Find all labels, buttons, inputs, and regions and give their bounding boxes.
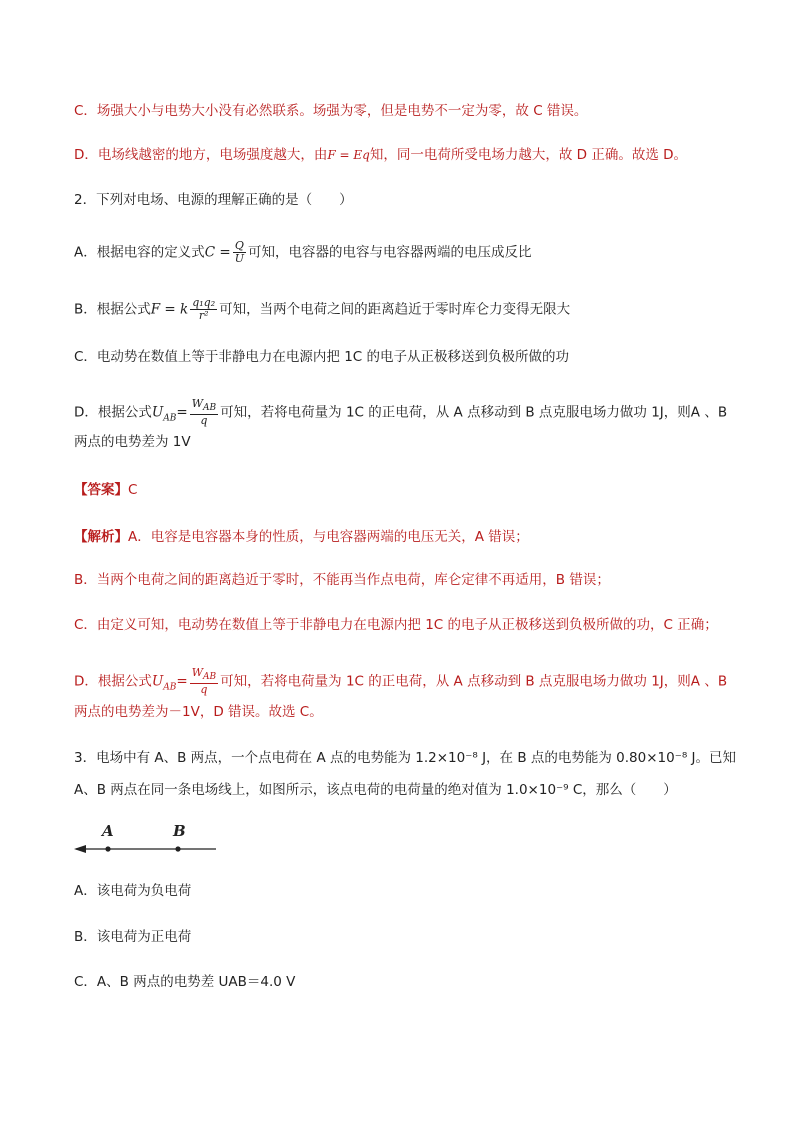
- option-c-explanation-prev: C．场强大小与电势大小没有必然联系。场强为零，但是电势不一定为零，故 C 错误。: [74, 103, 588, 119]
- explanation-b: B．当两个电荷之间的距离趋近于零时，不能再当作点电荷，库仑定律不再适用，B 错误；: [74, 572, 610, 588]
- question-3-option-c: C．A、B 两点的电势差 UAB＝4.0 V: [74, 974, 296, 990]
- point-b-dot: [175, 846, 180, 851]
- field-arrow-head: [74, 845, 86, 853]
- formula-f-eq: F = Eq: [327, 148, 370, 162]
- point-a-label: A: [102, 822, 114, 840]
- explanation-c: C．由定义可知，电动势在数值上等于非静电力在电源内把 1C 的电子从正极移送到负极所做的功，C 正确；: [74, 617, 718, 633]
- fraction-coulomb: $\frac{\text{q₁q₂}}{\text{r²}}$: [192, 296, 216, 322]
- answer-line: [74, 480, 137, 500]
- question-2-option-d: D．根据公式$U_{AB}=$ $\frac{W_{AB}}{q}$ 可知，若将电荷量为 1C 的正电荷，从 A 点移动到 B 点克服电场力做功 1J，则A 、B: [74, 397, 728, 428]
- answer-value: C: [128, 482, 138, 498]
- question-2-option-a: A．根据电容的定义式C = $\frac{Q}{U}$ 可知，电容器的电容与电容器两端的电压成反比: [74, 239, 532, 265]
- question-3-stem-2: A、B 两点在同一条电场线上，如图所示，该点电荷的电荷量的绝对值为 1.0×10⁻⁹ C，那么（ ）: [74, 782, 677, 798]
- option-d-explanation-prev: D．电场线越密的地方，电场强度越大，由F = Eq知，同一电荷所受电场力越大，故 D 正确。故选 D。: [74, 147, 688, 163]
- explanation-tag: 【解析】: [74, 529, 128, 545]
- answer-tag: 【答案】: [74, 482, 128, 498]
- fraction-w-over-q: $\frac{W_{AB}}{q}$: [191, 397, 217, 428]
- question-2-option-b: B．根据公式F = k $\frac{\text{q₁q₂}}{\text{r²}}$ 可知，当两个电荷之间的距离趋近于零时库仑力变得无限大: [74, 296, 571, 322]
- point-b-label: B: [173, 822, 186, 840]
- question-3-option-b: B．该电荷为正电荷: [74, 929, 192, 945]
- question-3-option-a: A．该电荷为负电荷: [74, 883, 192, 899]
- point-a-dot: [105, 846, 110, 851]
- explanation-a: 【解析】A．电容是电容器本身的性质，与电容器两端的电压无关，A 错误；: [74, 529, 529, 545]
- explanation-d-cont: 两点的电势差为－1V，D 错误。故选 C。: [74, 704, 323, 720]
- question-2-option-d-cont: 两点的电势差为 1V: [74, 434, 191, 450]
- explanation-d: D．根据公式$U_{AB}=$ $\frac{W_{AB}}{q}$ 可知，若将电荷量为 1C 的正电荷，从 A 点移动到 B 点克服电场力做功 1J，则A 、B: [74, 666, 728, 697]
- question-2-option-c: C．电动势在数值上等于非静电力在电源内把 1C 的电子从正极移送到负极所做的功: [74, 349, 570, 365]
- fraction-w-over-q-explanation: $\frac{W_{AB}}{q}$: [191, 666, 217, 697]
- question-2-stem: 2．下列对电场、电源的理解正确的是（ ）: [74, 192, 353, 208]
- field-line-figure: [70, 818, 220, 858]
- fraction-q-over-u: $\frac{Q}{U}$: [234, 239, 244, 265]
- question-3-stem-1: 3．电场中有 A、B 两点，一个点电荷在 A 点的电势能为 1.2×10⁻⁸ J，在 B 点的电势能为 0.80×10⁻⁸ J。已知: [74, 750, 737, 766]
